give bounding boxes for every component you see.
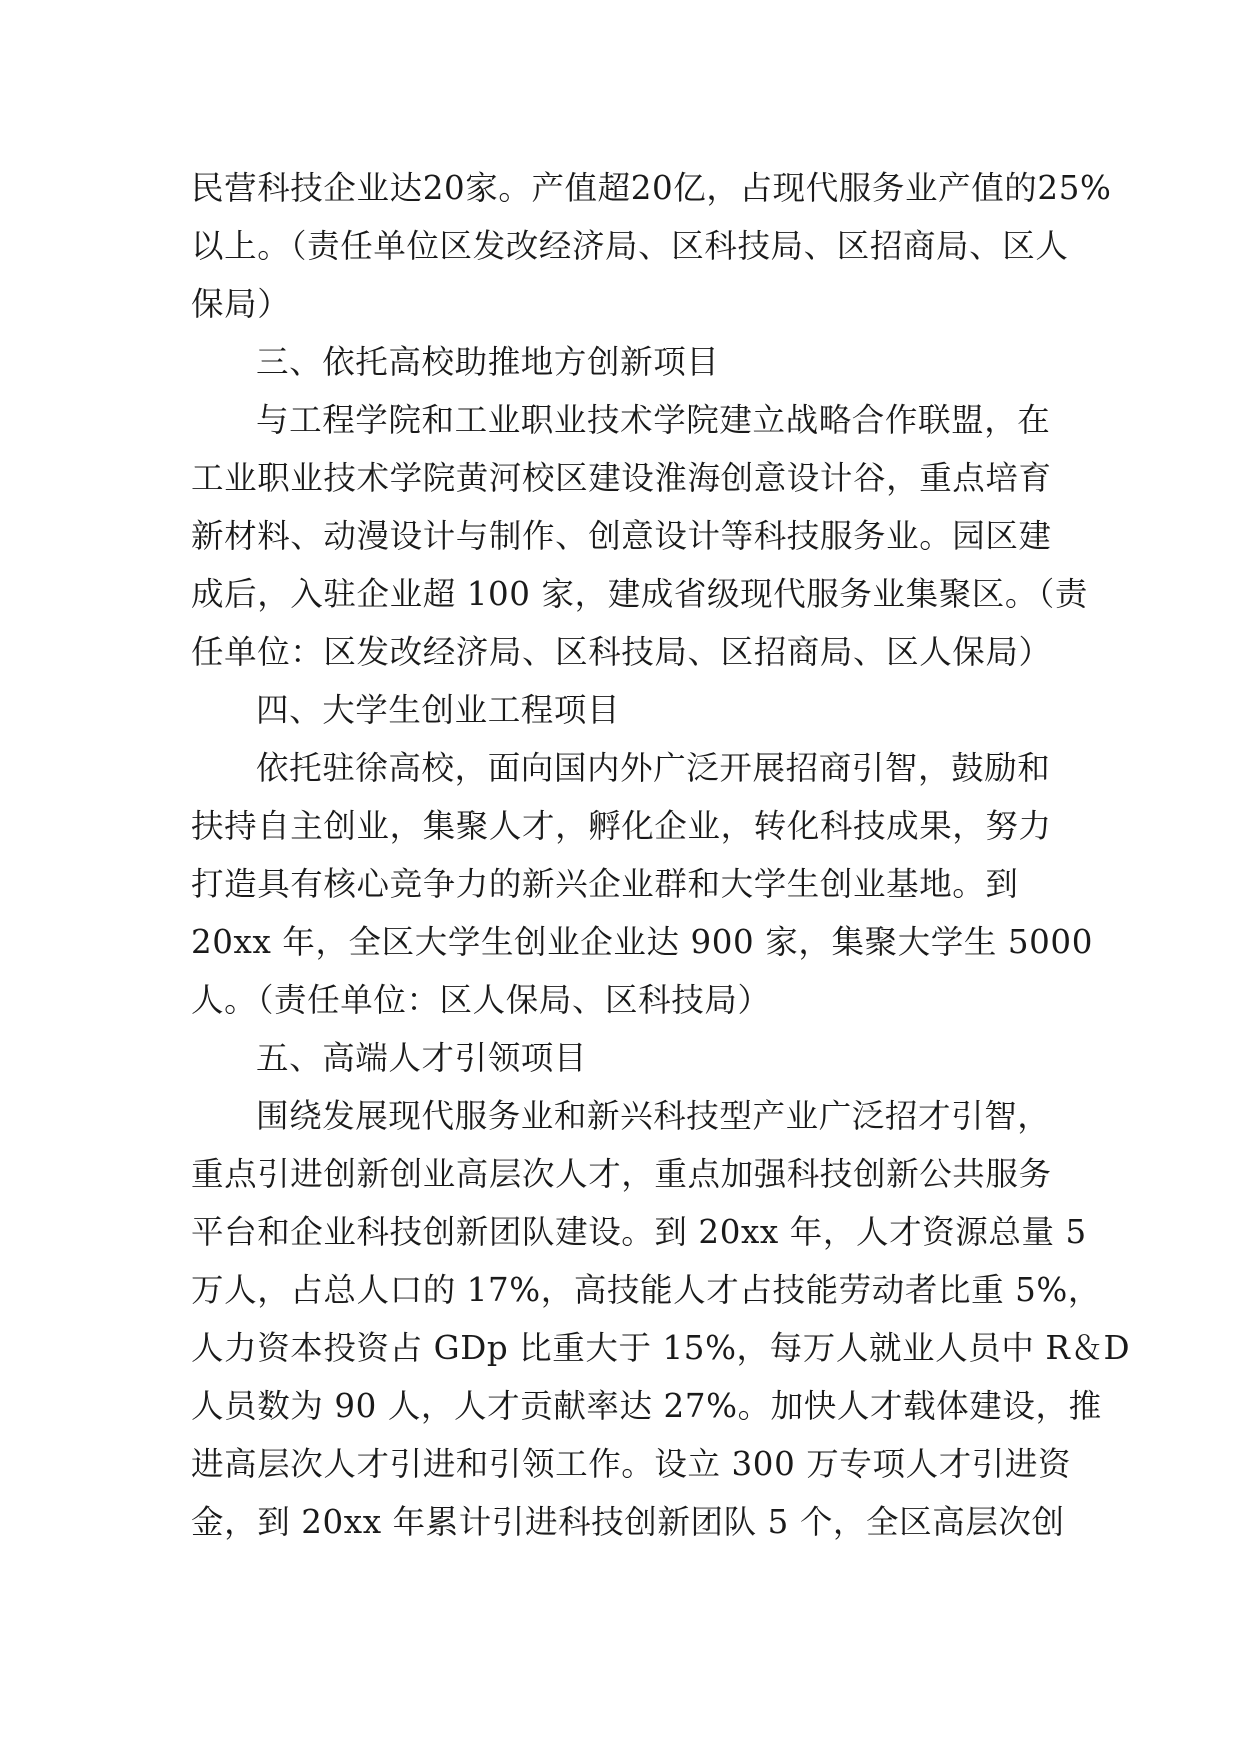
section-heading: 三、依托高校助推地方创新项目 — [256, 343, 720, 381]
text-line: 进高层次人才引进和引领工作。设立 300 万专项人才引进资 — [191, 1445, 1072, 1483]
text-line: 新材料、动漫设计与制作、创意设计等科技服务业。园区建 — [191, 517, 1052, 555]
text-line: 20xx 年，全区大学生创业企业达 900 家，集聚大学生 5000 — [191, 923, 1093, 961]
text-line: 打造具有核心竞争力的新兴企业群和大学生创业基地。到 — [191, 865, 1019, 903]
text-line: 扶持自主创业，集聚人才，孵化企业，转化科技成果，努力 — [191, 807, 1052, 845]
text-line: 万人，占总人口的 17%，高技能人才占技能劳动者比重 5%， — [191, 1271, 1101, 1309]
text-line: 重点引进创新创业高层次人才，重点加强科技创新公共服务 — [191, 1155, 1052, 1193]
text-line: 以上。（责任单位区发改经济局、区科技局、区招商局、区人 — [191, 227, 1069, 265]
text-line: 人。（责任单位：区人保局、区科技局） — [191, 981, 771, 1019]
text-line: 成后，入驻企业超 100 家，建成省级现代服务业集聚区。（责 — [191, 575, 1088, 613]
text-line: 保局） — [191, 285, 291, 323]
text-line: 民营科技企业达20家。产值超20亿，占现代服务业产值的25% — [191, 169, 1112, 207]
text-line: 平台和企业科技创新团队建设。到 20xx 年，人才资源总量 5 — [191, 1213, 1087, 1251]
text-line: 工业职业技术学院黄河校区建设淮海创意设计谷，重点培育 — [191, 459, 1052, 497]
text-line: 金，到 20xx 年累计引进科技创新团队 5 个，全区高层次创 — [191, 1503, 1065, 1541]
text-line: 人员数为 90 人，人才贡献率达 27%。加快人才载体建设，推 — [191, 1387, 1102, 1425]
text-line: 与工程学院和工业职业技术学院建立战略合作联盟，在 — [256, 401, 1051, 439]
text-line: 人力资本投资占 GDp 比重大于 15%，每万人就业人员中 R＆D — [191, 1329, 1131, 1367]
section-heading: 五、高端人才引领项目 — [256, 1039, 588, 1077]
text-line: 围绕发展现代服务业和新兴科技型产业广泛招才引智， — [256, 1097, 1051, 1135]
text-line: 依托驻徐高校，面向国内外广泛开展招商引智，鼓励和 — [256, 749, 1051, 787]
text-line: 任单位：区发改经济局、区科技局、区招商局、区人保局） — [191, 633, 1052, 671]
section-heading: 四、大学生创业工程项目 — [256, 691, 621, 729]
